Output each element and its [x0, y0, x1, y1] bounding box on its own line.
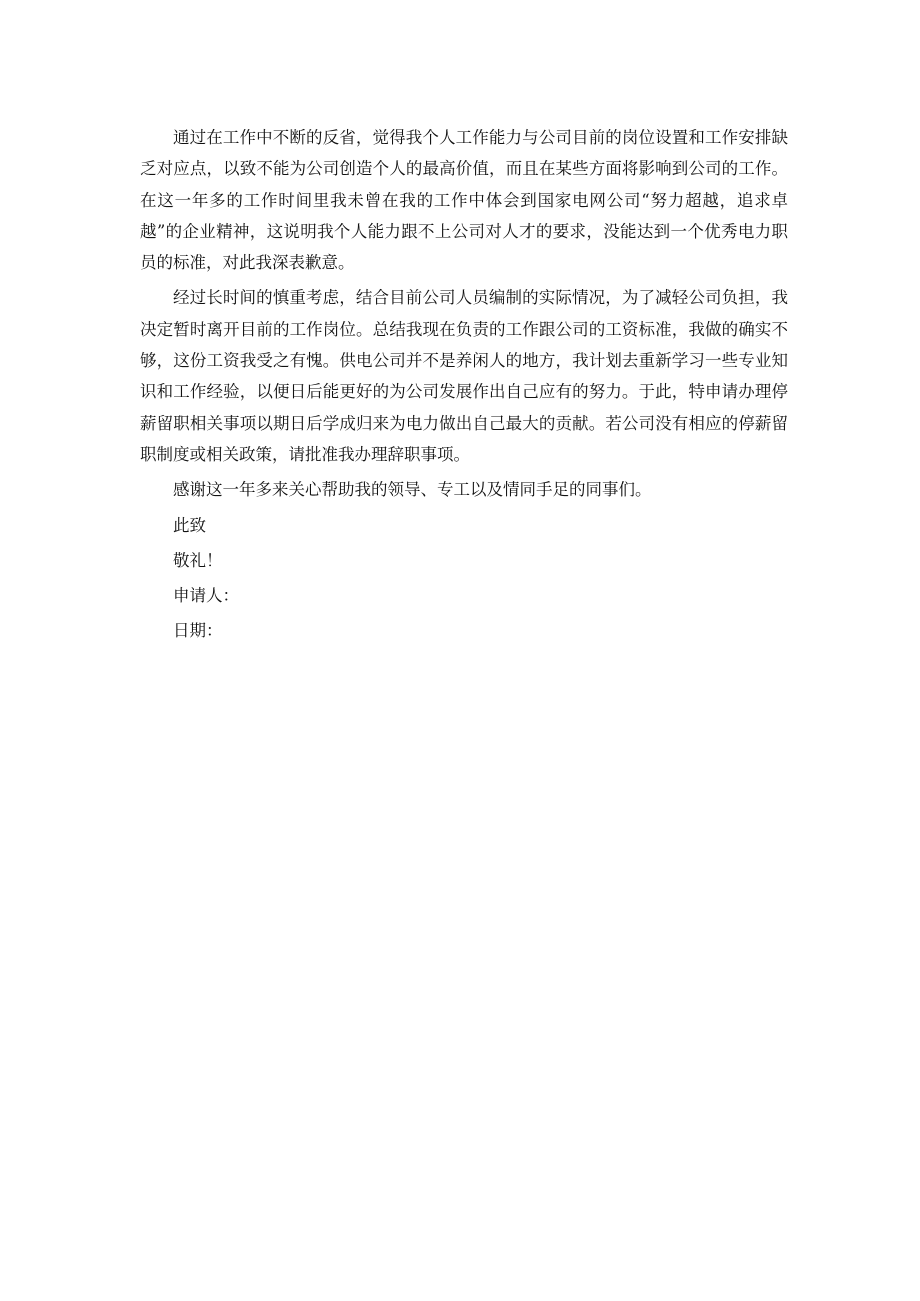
paragraph-decision: 经过长时间的慎重考虑，结合目前公司人员编制的实际情况，为了减轻公司负担，我决定暂时离开目前的工作岗位。总结我现在负责的工作跟公司的工资标准，我做的确实不够，这份工资我受之有愧。供电公司并不是养闲人的地方，我计划去重新学习一些专业知识和工作经验，以便日后能更好的为公司发展作出自己应有的努力。于此，特申请办理停薪留职相关事项以期日后学成归来为电力做出自己最大的贡献。若公司没有相应的停薪留职制度或相关政策，请批准我办理辞职事项。: [140, 288, 788, 464]
paragraph-self-reflection: 通过在工作中不断的反省，觉得我个人工作能力与公司目前的岗位设置和工作安排缺乏对应点，以致不能为公司创造个人的最高价值，而且在某些方面将影响到公司的工作。在这一年多的工作时间里我未曾在我的工作中体会到国家电网公司“努力超越，追求卓越”的企业精神，这说明我个人能力跟不上公司对人才的要求，没能达到一个优秀电力职员的标准，对此我深表歉意。: [140, 128, 788, 273]
letter-body: [140, 122, 788, 651]
salutation-line: 敬礼！: [173, 550, 223, 570]
closing-line: 此致: [173, 515, 206, 535]
date-label: 日期：: [173, 621, 223, 641]
applicant-label: 申请人：: [173, 586, 239, 606]
paragraph-thanks: 感谢这一年多来关心帮助我的领导、专工以及情同手足的同事们。: [173, 480, 652, 500]
